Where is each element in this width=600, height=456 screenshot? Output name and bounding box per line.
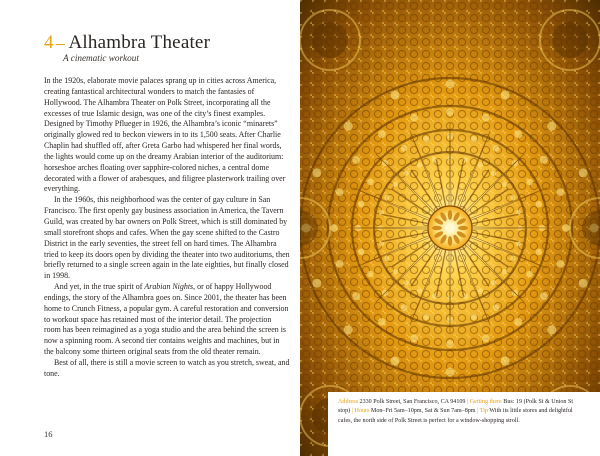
paragraph-text: , or of happy Hollywood endings, the story of the Alhambra goes on. Since 2001, the theater has been home to Crunch Fitness, a popular gym. A careful restoration and conversion to workout space has retained most of the interior detail. The projection room has been reimagined as a yoga studio and the area behind the screen is now a spinning room. A second tier contains weights and machines, but in the balcony some thirteen original seats from the old theater remain. bbox=[44, 282, 289, 357]
ornament-bead bbox=[501, 90, 510, 99]
ornament-bead bbox=[410, 334, 418, 342]
info-text bbox=[338, 398, 580, 426]
ornament-bead bbox=[423, 314, 430, 321]
ornament-bead bbox=[367, 179, 374, 186]
body-paragraph: In the 1920s, elaborate movie palaces sprang up in cities across America, creating fantastical architectural wonders to match the fantasies of Hollywood. The Alhambra Theater on Polk Street, incorporating all the excesses of true Islamic design, was one of the city’s finest examples. Designed by Timothy Pflueger in 1926, the Alhambra’s iconic “minarets” originally glowed red to beckon viewers in to its 1,500 seats. After Charlie Chaplin had shuffled off, after Greta Garbo had whispered her final words, the lights would come up on the dreamy Arabian interior of the auditorium: horseshoe arches floating over sapphire-colored niches, a central dome decorated with a flower of arabesques, and filigree plasterwork trailing over everything. bbox=[44, 76, 286, 194]
ornament-bead bbox=[352, 292, 360, 300]
page-number: 16 bbox=[44, 429, 53, 439]
ornament-bead bbox=[547, 325, 556, 334]
ornament-bead bbox=[446, 108, 454, 116]
paragraph-text: And yet, in the true spirit of bbox=[54, 282, 145, 292]
chapter-number-rule bbox=[56, 44, 65, 45]
ornament-bead bbox=[502, 182, 507, 187]
ornament-bead bbox=[471, 314, 478, 321]
ornament-bead bbox=[358, 249, 365, 256]
ornament-petal bbox=[448, 210, 452, 220]
ornament-bead bbox=[390, 90, 399, 99]
chapter-number: 4 bbox=[44, 32, 54, 53]
ornament-bead bbox=[536, 249, 543, 256]
ornament-bead bbox=[410, 114, 418, 122]
ornament-bead bbox=[367, 271, 374, 278]
ornament-bead bbox=[482, 114, 490, 122]
ornament-petal bbox=[432, 226, 442, 230]
ornament-bead bbox=[540, 292, 548, 300]
ornament-bead bbox=[393, 269, 398, 274]
ornament-bead bbox=[384, 195, 389, 200]
ornament-bead bbox=[491, 171, 496, 176]
ornament-bead bbox=[336, 188, 344, 196]
chapter-subtitle: A cinematic workout bbox=[63, 53, 139, 63]
ornament-petal bbox=[448, 236, 452, 246]
ornament-bead bbox=[526, 271, 533, 278]
ornament-bead bbox=[336, 260, 344, 268]
ornament-bead bbox=[556, 188, 564, 196]
ornament-bead bbox=[384, 256, 389, 261]
ornament-bead bbox=[556, 260, 564, 268]
info-separator: | bbox=[351, 408, 353, 415]
ornament-bead bbox=[526, 179, 533, 186]
ornament-bead bbox=[378, 318, 386, 326]
address-value: 2330 Polk Street, San Francisco, CA 94109 bbox=[359, 399, 466, 405]
ornament-bead bbox=[501, 357, 510, 366]
ornament-bead bbox=[404, 171, 409, 176]
ornament-bead bbox=[378, 130, 386, 138]
ornament-bead bbox=[401, 145, 408, 152]
getting-there-value: Bus: 19 (Polk St & Union St stop) bbox=[338, 399, 574, 415]
tip-value: With its little stores and delightful cafes, the north side of Polk Street is perfect for a window-shopping stroll. bbox=[338, 408, 573, 424]
address-label: Address bbox=[338, 399, 358, 405]
hours-label: Hours bbox=[354, 408, 370, 415]
hours-value: Mon–Fri 5am–10pm, Sat & Sun 7am–8pm bbox=[370, 408, 476, 415]
getting-there-label: Getting there bbox=[469, 399, 502, 405]
ornament-bead bbox=[312, 168, 321, 177]
ornament-bead bbox=[344, 325, 353, 334]
ornament-bead bbox=[514, 130, 522, 138]
ornament-bead bbox=[446, 80, 455, 89]
ornament-bead bbox=[510, 195, 515, 200]
ornament-bead bbox=[330, 224, 338, 232]
body-paragraph: Best of all, there is still a movie screen to watch as you stretch, sweat, and tone. bbox=[44, 357, 290, 378]
ornament-bead bbox=[510, 256, 515, 261]
ornament-bead bbox=[352, 156, 360, 164]
ornament-bead bbox=[423, 136, 430, 143]
ornament-bead bbox=[404, 280, 409, 285]
body-paragraph bbox=[44, 282, 290, 358]
book-title-italic: Arabian Nights bbox=[144, 282, 194, 292]
ornament-bead bbox=[446, 368, 455, 377]
ornament-center bbox=[445, 223, 455, 233]
ornament-bead bbox=[390, 357, 399, 366]
ornament-bead bbox=[358, 201, 365, 208]
ornament-bead bbox=[502, 269, 507, 274]
ornament-bead bbox=[401, 304, 408, 311]
ornament-bead bbox=[547, 122, 556, 131]
ornament-bead bbox=[579, 279, 588, 288]
ornament-bead bbox=[417, 288, 422, 293]
ornament-bead bbox=[417, 162, 422, 167]
body-paragraph: In the 1960s, this neighborhood was the center of gay culture in San Francisco. The first openly gay business association in America, the Tavern Guild, was created by bar owners on Polk Street, which is still dominated by small storefront shops and cafes. When the gay scene shifted to the Castro District in the early seventies, the street fell on hard times. The Alhambra tried to keep its doors open by dividing the theater into two auditoriums, then briefly returned to a single screen again in the late eighties, but finally closed in 1998. bbox=[44, 195, 290, 281]
ornament-niche bbox=[312, 22, 348, 58]
ornament-bead bbox=[536, 201, 543, 208]
ornament-bead bbox=[478, 288, 483, 293]
ornament-bead bbox=[482, 334, 490, 342]
info-separator: | bbox=[467, 399, 469, 405]
ornament-bead bbox=[540, 156, 548, 164]
ornament-bead bbox=[514, 318, 522, 326]
right-page bbox=[300, 0, 600, 456]
ornament-niche bbox=[552, 22, 588, 58]
ornament-bead bbox=[393, 182, 398, 187]
ornament-bead bbox=[493, 304, 500, 311]
ornament-bead bbox=[471, 136, 478, 143]
ornament-bead bbox=[446, 340, 454, 348]
ornament-bead bbox=[493, 145, 500, 152]
ornament-petal bbox=[458, 226, 468, 230]
ornament-bead bbox=[344, 122, 353, 131]
info-separator: | bbox=[477, 408, 479, 415]
ornament-bead bbox=[312, 279, 321, 288]
chapter-title: Alhambra Theater bbox=[68, 32, 211, 53]
tip-label: Tip bbox=[479, 408, 488, 415]
ceiling-photo bbox=[300, 0, 600, 456]
ornament-bead bbox=[579, 168, 588, 177]
ornament-bead bbox=[478, 162, 483, 167]
ornament-bead bbox=[491, 280, 496, 285]
body-text bbox=[44, 76, 290, 380]
info-box bbox=[328, 392, 600, 456]
ornament-bead bbox=[562, 224, 570, 232]
